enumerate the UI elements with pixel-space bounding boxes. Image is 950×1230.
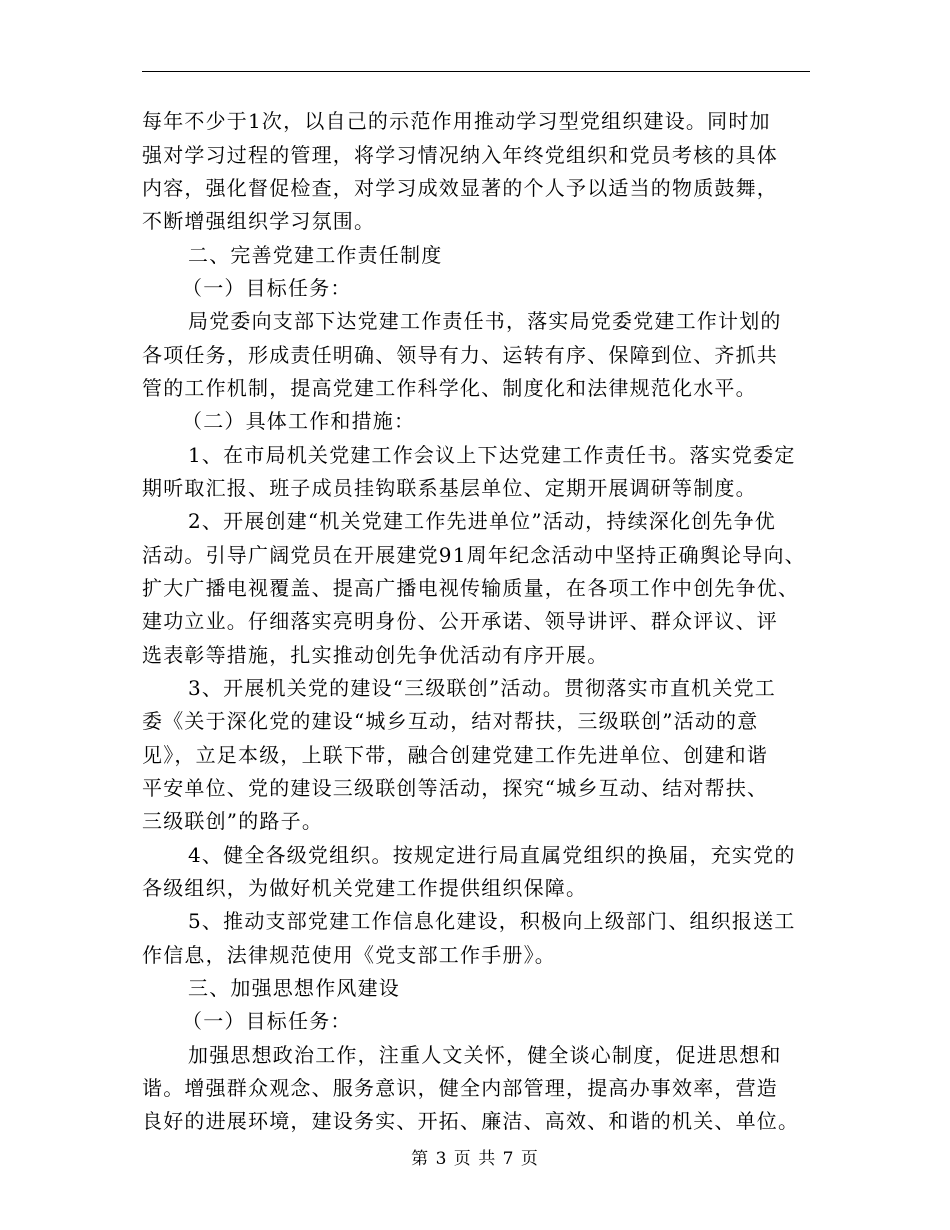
- paragraph-line: 强对学习过程的管理，将学习情况纳入年终党组织和党员考核的具体: [142, 143, 778, 167]
- paragraph-line: 加强思想政治工作，注重人文关怀，健全谈心制度，促进思想和: [188, 1043, 782, 1067]
- paragraph-line: 各项任务，形成责任明确、领导有力、运转有序、保障到位、齐抓共: [142, 343, 778, 367]
- paragraph-line: 4、健全各级党组织。按规定进行局直属党组织的换届，充实党的: [188, 843, 796, 867]
- paragraph-line: 作信息，法律规范使用《党支部工作手册》。: [142, 943, 556, 967]
- paragraph-line: 三级联创”的路子。: [142, 809, 324, 833]
- paragraph-line: 期听取汇报、班子成员挂钩联系基层单位、定期开展调研等制度。: [142, 476, 757, 500]
- subsection-heading: （一）目标任务：: [182, 276, 352, 300]
- paragraph-line: 1、在市局机关党建工作会议上下达党建工作责任书。落实党委定: [188, 443, 796, 467]
- paragraph-line: 扩大广播电视覆盖、提高广播电视传输质量，在各项工作中创先争优、: [142, 576, 800, 600]
- paragraph-line: 良好的进展环境，建设务实、开拓、廉洁、高效、和谐的机关、单位。: [142, 1109, 800, 1133]
- paragraph-line: 内容，强化督促检查，对学习成效显著的个人予以适当的物质鼓舞，: [142, 176, 778, 200]
- page-number-footer: 第 3 页 共 7 页: [411, 1149, 539, 1169]
- paragraph-line: 委《关于深化党的建设“城乡互动，结对帮扶，三级联创”活动的意: [142, 709, 759, 733]
- paragraph-line: 不断增强组织学习氛围。: [142, 209, 376, 233]
- paragraph-line: 局党委向支部下达党建工作责任书，落实局党委党建工作计划的: [188, 309, 782, 333]
- paragraph-line: 3、开展机关党的建设“三级联创”活动。贯彻落实市直机关党工: [188, 676, 776, 700]
- paragraph-line: 各级组织，为做好机关党建工作提供组织保障。: [142, 876, 588, 900]
- paragraph-line: 建功立业。仔细落实亮明身份、公开承诺、领导讲评、群众评议、评: [142, 609, 778, 633]
- section-heading: 三、加强思想作风建设: [188, 976, 400, 1000]
- subsection-heading: （二）具体工作和措施：: [182, 409, 416, 433]
- header-rule: [142, 71, 810, 72]
- section-heading: 二、完善党建工作责任制度: [188, 243, 443, 267]
- paragraph-line: 谐。增强群众观念、服务意识，健全内部管理，提高办事效率，营造: [142, 1076, 778, 1100]
- paragraph-line: 2、开展创建“机关党建工作先进单位”活动，持续深化创先争优: [188, 509, 776, 533]
- paragraph-line: 平安单位、党的建设三级联创等活动，探究“城乡互动、结对帮扶、: [142, 776, 769, 800]
- paragraph-line: 每年不少于1次，以自己的示范作用推动学习型党组织建设。同时加: [142, 109, 771, 133]
- subsection-heading: （一）目标任务：: [182, 1009, 352, 1033]
- paragraph-line: 选表彰等措施，扎实推动创先争优活动有序开展。: [142, 643, 609, 667]
- paragraph-line: 见》，立足本级，上联下带，融合创建党建工作先进单位、创建和谐: [142, 743, 768, 767]
- paragraph-line: 5、推动支部党建工作信息化建设，积极向上级部门、组织报送工: [188, 909, 796, 933]
- paragraph-line: 活动。引导广阔党员在开展建党91周年纪念活动中坚持正确舆论导向、: [142, 543, 806, 567]
- paragraph-line: 管的工作机制，提高党建工作科学化、制度化和法律规范化水平。: [142, 376, 757, 400]
